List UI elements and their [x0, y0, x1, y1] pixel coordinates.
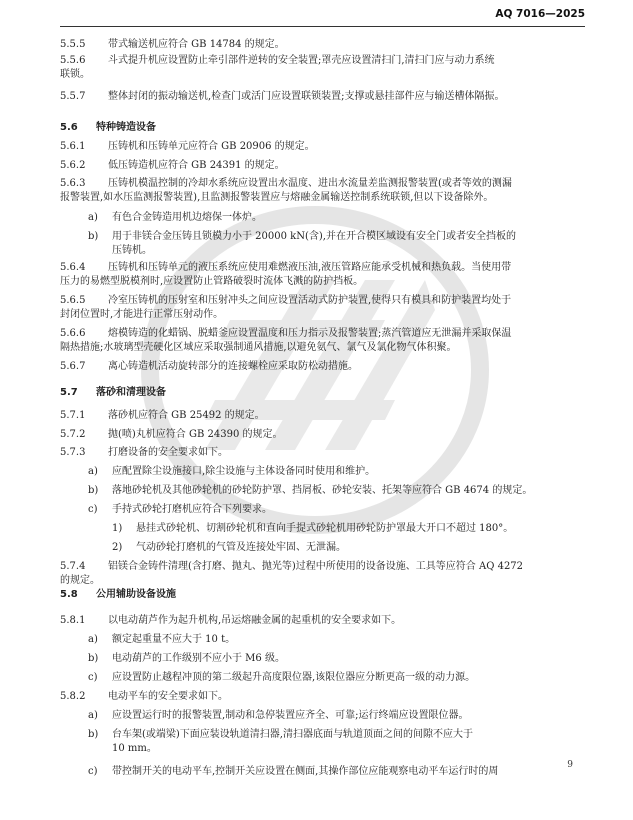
clause-text: 额定起重量不应大于 10 t。: [112, 634, 236, 645]
clause-line: [60, 90, 505, 104]
clause-number: 5.7.4: [60, 561, 86, 572]
clause-text: 落砂机应符合 GB 25492 的规定。: [108, 410, 265, 421]
clause-line: [60, 614, 401, 628]
clause-text: 公用辅助设备设施: [96, 589, 176, 600]
clause-line: [60, 409, 265, 423]
clause-number: b): [88, 729, 99, 740]
section-heading: [60, 121, 156, 135]
clause-number: 2): [112, 542, 123, 553]
clause-line: [88, 652, 285, 666]
clause-text: 冷室压铸机的压射室和压射冲头之间应设置活动式防护装置,使得只有模具和防护装置均处于: [108, 295, 512, 306]
clause-number: 5.7.1: [60, 410, 86, 421]
clause-number: 5.7.2: [60, 429, 86, 440]
clause-line: [88, 503, 272, 517]
clause-text: 铝镁合金铸件清理(含打磨、抛丸、抛光等)过程中所使用的设备设施、工具等应符合 AQ 4272: [108, 561, 524, 572]
clause-line: [88, 709, 469, 723]
clause-text: 压铸机模温控制的冷却水系统应设置出水温度、进出水流量差监测报警装置(或者等效的测漏: [108, 178, 512, 189]
clause-line: [60, 191, 493, 205]
clause-line: [60, 574, 100, 588]
clause-number: 5.5.5: [60, 39, 86, 50]
clause-number: c): [88, 504, 98, 515]
clause-text: 电动平车的安全要求如下。: [108, 691, 228, 702]
clause-line: [60, 446, 228, 460]
clause-line: [88, 633, 235, 647]
clause-number: b): [88, 231, 99, 242]
clause-line: [88, 211, 262, 225]
header-rule: [60, 26, 585, 27]
clause-line: [112, 742, 157, 756]
clause-number: 5.7.3: [60, 447, 86, 458]
clause-number: 5.6.5: [60, 295, 86, 306]
clause-line: [112, 522, 513, 536]
clause-number: 5.8.1: [60, 615, 86, 626]
clause-text: 斗式提升机应设置防止牵引部件逆转的安全装置;罩壳应设置清扫门,清扫门应与动力系统: [108, 55, 495, 66]
clause-text: 封闭位置时,才能进行正常压射动作。: [60, 309, 224, 320]
clause-text: 落地砂轮机及其他砂轮机的砂轮防护罩、挡屑板、砂轮安装、托架等应符合 GB 4674 的规定。: [112, 485, 533, 496]
clause-text: 手持式砂轮打磨机应符合下列要求。: [112, 504, 272, 515]
page-number: 9: [567, 760, 573, 770]
clause-text: 10 mm。: [112, 743, 157, 754]
clause-text: 悬挂式砂轮机、切割砂轮机和直向手提式砂轮机用砂轮防护罩最大开口不超过 180°。: [136, 523, 514, 534]
clause-line: [60, 177, 512, 191]
clause-number: a): [88, 710, 98, 721]
clause-text: 隔热措施;水玻璃型壳硬化区域应采取强制通风措施,以避免氨气、氯气及氯化物气体积聚。: [60, 342, 457, 353]
clause-number: b): [88, 485, 99, 496]
clause-line: [60, 275, 363, 289]
clause-text: 压力的易燃型脱模剂时,应设置防止管路破裂时流体飞溅的防护挡板。: [60, 276, 364, 287]
clause-number: b): [88, 653, 99, 664]
clause-line: [60, 341, 457, 355]
clause-line: [60, 68, 90, 82]
clause-text: 压铸机和压铸单元的液压系统应使用难燃液压油,液压管路应能承受机械和热负载。当使用带: [108, 262, 512, 273]
clause-number: c): [88, 766, 98, 777]
clause-number: 5.6.3: [60, 178, 86, 189]
clause-text: 电动葫芦的工作级别不应小于 M6 级。: [112, 653, 285, 664]
clause-number: 1): [112, 523, 123, 534]
clause-number: 5.8: [60, 589, 78, 600]
clause-text: 有色合金铸造用机边熔保一体炉。: [112, 212, 262, 223]
clause-text: 低压铸造机应符合 GB 24391 的规定。: [108, 160, 285, 171]
clause-number: 5.6.2: [60, 160, 86, 171]
clause-text: 联锁。: [60, 69, 90, 80]
clause-line: [88, 484, 532, 498]
clause-line: [60, 360, 358, 374]
section-heading: [60, 588, 176, 602]
clause-text: 台车架(或端梁)下面应装设轨道清扫器,清扫器底面与轨道顶面之间的间隙不应大于: [112, 729, 473, 740]
clause-line: [112, 541, 346, 555]
clause-number: 5.6.7: [60, 361, 86, 372]
clause-number: 5.5.7: [60, 91, 86, 102]
clause-text: 离心铸造机活动旋转部分的连接螺栓应采取防松动措施。: [108, 361, 358, 372]
clause-number: 5.6.4: [60, 262, 86, 273]
clause-line: [88, 765, 498, 779]
clause-text: 应配置除尘设施接口,除尘设施与主体设备同时使用和维护。: [112, 466, 376, 477]
clause-line: [60, 159, 285, 173]
clause-line: [88, 465, 375, 479]
clause-text: 特种铸造设备: [96, 122, 156, 133]
clause-line: [112, 244, 152, 258]
clause-line: [60, 54, 495, 68]
clause-number: c): [88, 672, 98, 683]
standard-code-header: AQ 7016—2025: [495, 8, 585, 20]
clause-line: [60, 327, 511, 341]
clause-number: 5.6.6: [60, 328, 86, 339]
clause-line: [60, 560, 523, 574]
clause-line: [60, 140, 315, 154]
clause-text: 带控制开关的电动平车,控制开关应设置在侧面,其操作部位应能观察电动平车运行时的周: [112, 766, 499, 777]
clause-text: 抛(喷)丸机应符合 GB 24390 的规定。: [108, 429, 283, 440]
clause-number: a): [88, 634, 98, 645]
clause-text: 应设置防止越程冲顶的第二级起升高度限位器,该限位器应分断更高一级的动力源。: [112, 672, 476, 683]
clause-text: 压铸机。: [112, 245, 152, 256]
clause-text: 气动砂轮打磨机的气管及连接处牢固、无泄漏。: [136, 542, 346, 553]
clause-line: [60, 294, 511, 308]
clause-line: [88, 728, 473, 742]
clause-text: 应设置运行时的报警装置,制动和急停装置应齐全、可靠;运行终端应设置限位器。: [112, 710, 469, 721]
clause-line: [60, 38, 285, 52]
clause-number: 5.8.2: [60, 691, 86, 702]
section-heading: [60, 386, 166, 400]
clause-text: 压铸机和压铸单元应符合 GB 20906 的规定。: [108, 141, 315, 152]
clause-text: 报警装置,如水压监测报警装置),且监测报警装置应与熔融金属输送控制系统联锁,但以下设备除外。: [60, 192, 494, 203]
clause-line: [88, 671, 475, 685]
clause-text: 熔模铸造的化蜡锅、脱蜡釜应设置温度和压力指示及报警装置;蒸汽管道应无泄漏并采取保温: [108, 328, 512, 339]
clause-line: [60, 428, 283, 442]
clause-number: 5.6.1: [60, 141, 86, 152]
clause-text: 落砂和清理设备: [96, 387, 166, 398]
clause-text: 整体封闭的振动输送机,检查门或活门应设置联锁装置;支撑或悬挂部件应与输送槽体隔振。: [108, 91, 505, 102]
clause-text: 带式输送机应符合 GB 14784 的规定。: [108, 39, 285, 50]
clause-text: 打磨设备的安全要求如下。: [108, 447, 228, 458]
clause-text: 的规定。: [60, 575, 100, 586]
clause-line: [88, 230, 516, 244]
clause-number: 5.6: [60, 122, 78, 133]
clause-line: [60, 308, 223, 322]
clause-number: 5.5.6: [60, 55, 86, 66]
clause-text: 以电动葫芦作为起升机构,吊运熔融金属的起重机的安全要求如下。: [108, 615, 402, 626]
clause-line: [60, 690, 228, 704]
clause-text: 用于非镁合金压铸且锁模力小于 20000 kN(含),并在开合模区域设有安全门或者安全挡板的: [112, 231, 516, 242]
clause-number: a): [88, 212, 98, 223]
clause-number: a): [88, 466, 98, 477]
clause-line: [60, 261, 511, 275]
clause-number: 5.7: [60, 387, 78, 398]
